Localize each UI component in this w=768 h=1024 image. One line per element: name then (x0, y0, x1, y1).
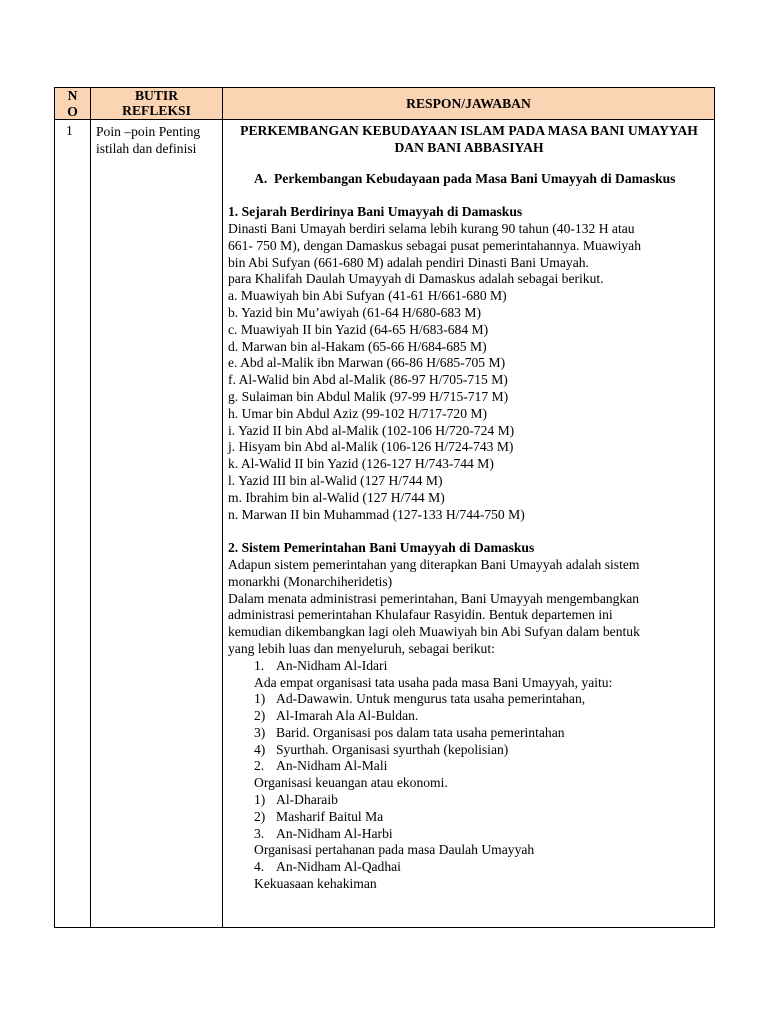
list-description: Organisasi pertahanan pada masa Daulah Umayyah (254, 842, 535, 858)
section1-body (228, 221, 710, 523)
text-line: yang lebih luas dan menyeluruh, sebagai berikut: (228, 640, 495, 656)
sub-list-text: Al-Imarah Ala Al-Buldan. (276, 708, 419, 724)
list-text: An-Nidham Al-Idari (276, 657, 388, 673)
list-description: Ada empat organisasi tata usaha pada masa Bani Umayyah, yaitu: (254, 674, 613, 690)
list-item (254, 758, 710, 775)
subheading (254, 171, 710, 188)
text-line: c. Muawiyah II bin Yazid (64-65 H/683-684 M) (228, 321, 489, 337)
column-divider (222, 88, 223, 927)
text-line: monarkhi (Monarchiheridetis) (228, 573, 393, 589)
sub-list-number: 3) (254, 724, 266, 740)
sub-list-item (254, 708, 710, 725)
subheading-text: Perkembangan Kebudayaan pada Masa Bani Umayyah di Damaskus (274, 170, 676, 186)
sub-list-item (254, 691, 710, 708)
list-text: An-Nidham Al-Mali (276, 758, 388, 774)
list-description: Organisasi keuangan atau ekonomi. (254, 775, 448, 791)
header-butir-refleksi: BUTIR REFLEKSI (122, 88, 191, 118)
sub-list-number: 4) (254, 741, 266, 757)
list-number: 3. (254, 825, 265, 841)
text-line: f. Al-Walid bin Abd al-Malik (86-97 H/705-715 M) (228, 372, 508, 388)
sub-list-item (254, 792, 710, 809)
sub-list-text: Ad-Dawawin. Untuk mengurus tata usaha pemerintahan, (276, 691, 586, 707)
list-description: Kekuasaan kehakiman (254, 876, 377, 892)
list-item (254, 658, 710, 675)
text-line: n. Marwan II bin Muhammad (127-133 H/744-750 M) (228, 506, 525, 522)
text-line: Adapun sistem pemerintahan yang diterapkan Bani Umayyah adalah sistem (228, 556, 640, 572)
butir-cell: Poin –poin Penting istilah dan definisi (96, 124, 201, 156)
section-title: 2. Sistem Pemerintahan Bani Umayyah di Damaskus (228, 540, 535, 556)
sub-list-number: 1) (254, 792, 266, 808)
text-line: h. Umar bin Abdul Aziz (99-102 H/717-720 M) (228, 405, 488, 421)
list-number: 4. (254, 859, 265, 875)
list-item (254, 826, 710, 843)
list-number: 2. (254, 758, 265, 774)
reflection-table (54, 87, 715, 928)
section2-body (228, 557, 710, 658)
text-line: Dinasti Bani Umayah berdiri selama lebih kurang 90 tahun (40-132 H atau (228, 220, 635, 236)
organization-list (228, 658, 710, 893)
text-line: para Khalifah Daulah Umayyah di Damaskus adalah sebagai berikut. (228, 271, 604, 287)
header-no: N O (67, 88, 78, 119)
text-line: bin Abi Sufyan (661-680 M) adalah pendiri Dinasti Bani Umayah. (228, 254, 589, 270)
subheading-letter: A. (254, 170, 268, 186)
list-item (254, 859, 710, 876)
text-line: kemudian dikembangkan lagi oleh Muawiyah bin Abi Sufyan dalam bentuk (228, 624, 640, 640)
text-line: administrasi pemerintahan Khulafaur Rasyidin. Bentuk departemen ini (228, 607, 613, 623)
text-line: i. Yazid II bin Abd al-Malik (102-106 H/720-724 M) (228, 422, 515, 438)
row-number: 1 (66, 123, 73, 138)
list-text: An-Nidham Al-Harbi (276, 825, 393, 841)
text-line: a. Muawiyah bin Abi Sufyan (41-61 H/661-680 M) (228, 288, 507, 304)
text-line: l. Yazid III bin al-Walid (127 H/744 M) (228, 472, 443, 488)
list-text: An-Nidham Al-Qadhai (276, 859, 401, 875)
sub-list-number: 2) (254, 708, 266, 724)
text-line: 661- 750 M), dengan Damaskus sebagai pusat pemerintahannya. Muawiyah (228, 237, 641, 253)
text-line: g. Sulaiman bin Abdul Malik (97-99 H/715-717 M) (228, 388, 509, 404)
section-title: 1. Sejarah Berdirinya Bani Umayyah di Damaskus (228, 204, 523, 220)
sub-list-text: Barid. Organisasi pos dalam tata usaha pemerintahan (276, 724, 565, 740)
header-respon-jawaban: RESPON/JAWABAN (406, 96, 531, 111)
text-line: m. Ibrahim bin al-Walid (127 H/744 M) (228, 489, 445, 505)
sub-list-item (254, 742, 710, 759)
text-line: j. Hisyam bin Abd al-Malik (106-126 H/724-743 M) (228, 439, 514, 455)
sub-list-text: Syurthah. Organisasi syurthah (kepolisian) (276, 741, 509, 757)
sub-list-text: Al-Dharaib (276, 792, 338, 808)
text-line: b. Yazid bin Mu’awiyah (61-64 H/680-683 M) (228, 304, 481, 320)
respon-cell (228, 123, 710, 893)
document-title: PERKEMBANGAN KEBUDAYAAN ISLAM PADA MASA BANI UMAYYAH DAN BANI ABBASIYAH (240, 123, 698, 155)
list-number: 1. (254, 657, 265, 673)
sub-list-number: 1) (254, 691, 266, 707)
text-line: d. Marwan bin al-Hakam (65-66 H/684-685 M) (228, 338, 487, 354)
sub-list-item (254, 725, 710, 742)
sub-list-number: 2) (254, 808, 266, 824)
column-divider (90, 88, 91, 927)
text-line: Dalam menata administrasi pemerintahan, Bani Umayyah mengembangkan (228, 590, 640, 606)
sub-list-item (254, 809, 710, 826)
sub-list-text: Masharif Baitul Ma (276, 808, 384, 824)
table-header-row (55, 88, 714, 120)
text-line: k. Al-Walid II bin Yazid (126-127 H/743-744 M) (228, 456, 494, 472)
text-line: e. Abd al-Malik ibn Marwan (66-86 H/685-705 M) (228, 355, 506, 371)
